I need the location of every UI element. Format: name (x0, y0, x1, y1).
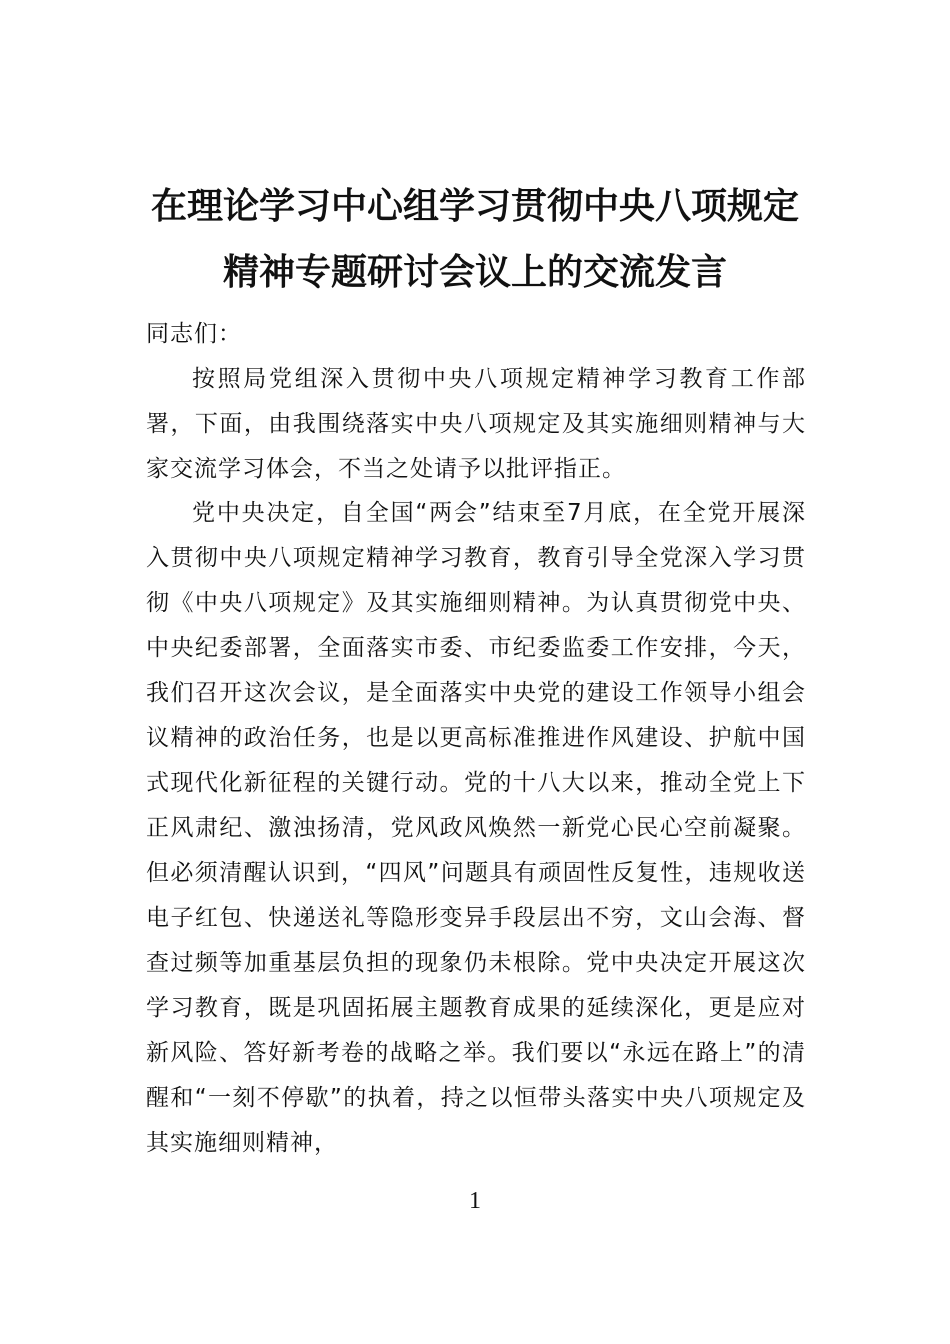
document-title-line-1: 在理论学习中心组学习贯彻中央八项规定 (150, 185, 799, 227)
paragraph-1: 按照局党组深入贯彻中央八项规定精神学习教育工作部署，下面，由我围绕落实中央八项规定及其实施细则精神与大家交流学习体会，不当之处请予以批评指正。 (146, 366, 806, 482)
salutation: 同志们： (146, 321, 242, 347)
page-number: 1 (469, 1188, 481, 1214)
paragraph-2: 党中央决定，自全国“两会”结束至7月底，在全党开展深入贯彻中央八项规定精神学习教育，教育引导全党深入学习贯彻《中央八项规定》及其实施细则精神。为认真贯彻党中央、中央纪委部署，全面落实市委、市纪委监委工作安排，今天，我们召开这次会议，是全面落实中央党的建设工作领导小组会议精神的政治任务，也是以更高标准推进作风建设、护航中国式现代化新征程的关键行动。党的十八大以来，推动全党上下正风肃纪、激浊扬清，党风政风焕然一新党心民心空前凝聚。但必须清醒认识到，“四风”问题具有顽固性反复性，违规收送电子红包、快递送礼等隐形变异手段层出不穷，文山会海、督查过频等加重基层负担的现象仍未根除。党中央决定开展这次学习教育，既是巩固拓展主题教育成果的延续深化，更是应对新风险、答好新考卷的战略之举。我们要以“永远在路上”的清醒和“一刻不停歇”的执着，持之以恒带头落实中央八项规定及其实施细则精神， (146, 500, 806, 1156)
document-title-line-2: 精神专题研讨会议上的交流发言 (222, 251, 727, 293)
